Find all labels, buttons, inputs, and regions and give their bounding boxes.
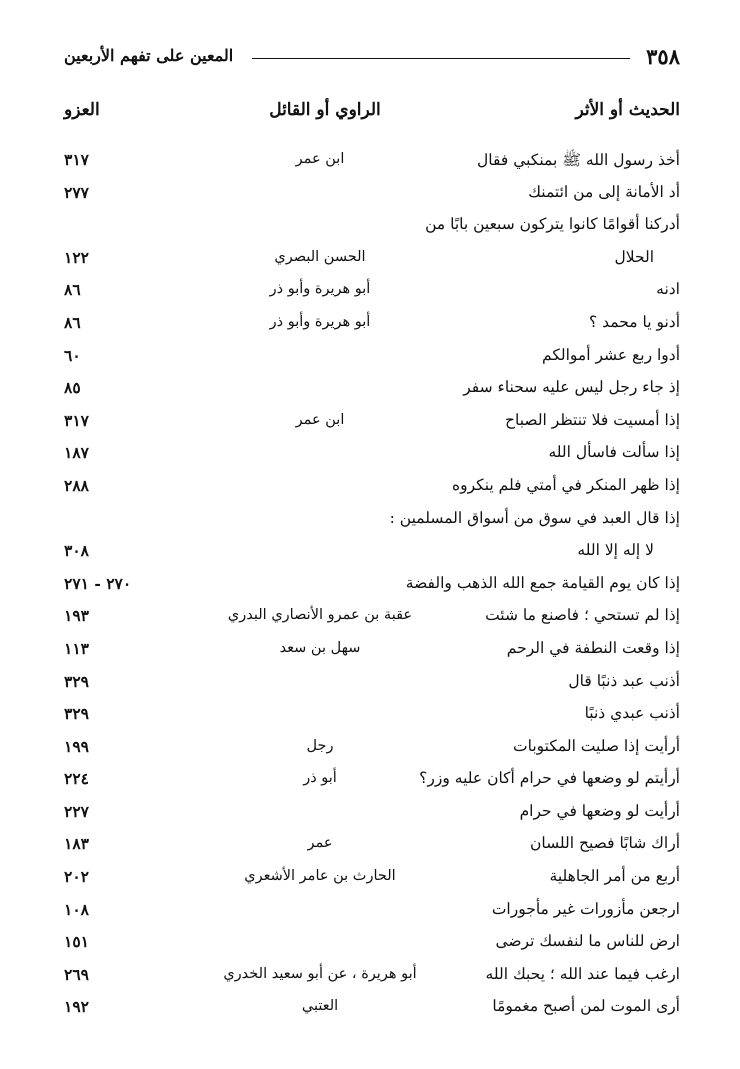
table-row xyxy=(0,179,740,212)
hadith-text: إذا كان يوم القيامة جمع الله الذهب والفضة xyxy=(405,573,680,592)
reference-page: ٢٢٧ xyxy=(64,801,89,821)
hadith-text: ادنه xyxy=(656,280,680,299)
narrator-text: رجل xyxy=(306,737,334,754)
hadith-text: أد الأمانة إلى من ائتمنك xyxy=(528,182,680,201)
reference-page: ١١٣ xyxy=(64,638,89,658)
hadith-text: أدوا ربع عشر أموالكم xyxy=(542,345,680,364)
narrator-text: أبو ذر xyxy=(303,770,337,787)
table-row xyxy=(0,700,740,733)
narrator-text: الحسن البصري xyxy=(274,248,366,265)
narrator-text: عقبة بن عمرو الأنصاري البدري xyxy=(227,607,413,624)
hadith-text: ارجعن مأزورات غير مأجورات xyxy=(491,899,680,918)
table-row xyxy=(0,602,740,635)
reference-page: ٣٠٨ xyxy=(64,541,89,561)
hadith-text: إذا وقعت النطفة في الرحم xyxy=(506,638,680,657)
hadith-text: أرأيت لو وضعها في حرام xyxy=(519,801,680,820)
reference-page: ٢٦٩ xyxy=(64,964,89,984)
reference-page: ١٨٧ xyxy=(64,443,89,463)
page-number: ٣٥٨ xyxy=(646,44,680,69)
narrator-text: سهل بن سعد xyxy=(279,639,361,656)
hadith-text: أرأيتم لو وضعها في حرام أكان عليه وزر؟ xyxy=(419,769,680,788)
column-header-narrator: الراوي أو القائل xyxy=(269,100,381,120)
reference-page: ١٩٩ xyxy=(64,736,89,756)
narrator-text: ابن عمر xyxy=(295,411,345,428)
narrator-text: أبو هريرة ، عن أبو سعيد الخدري xyxy=(223,965,417,982)
narrator-text: ابن عمر xyxy=(295,151,345,167)
hadith-text: إذا سألت فاسأل الله xyxy=(548,443,680,462)
reference-page: ٨٦ xyxy=(64,312,81,332)
hadith-text: إذا قال العبد في سوق من أسواق المسلمين : xyxy=(389,508,680,527)
table-row xyxy=(0,765,740,798)
hadith-text: أرأيت إذا صليت المكتوبات xyxy=(513,736,680,755)
index-table xyxy=(0,146,740,1026)
hadith-text: إذا ظهر المنكر في أمتي فلم ينكروه xyxy=(452,475,680,494)
table-row xyxy=(0,276,740,309)
table-row xyxy=(0,668,740,701)
table-row xyxy=(0,505,740,538)
reference-page: ٣٢٩ xyxy=(64,704,89,724)
hadith-text: إذا أمسيت فلا تنتظر الصباح xyxy=(504,410,680,429)
table-row xyxy=(0,961,740,994)
page-header xyxy=(64,42,680,76)
table-row xyxy=(0,733,740,766)
hadith-text: أدركنا أقوامًا كانوا يتركون سبعين بابًا من xyxy=(425,215,680,234)
reference-page: ٣٢٩ xyxy=(64,671,89,691)
header-rule xyxy=(252,58,630,59)
reference-page: ١٩٢ xyxy=(64,997,89,1017)
table-row xyxy=(0,928,740,961)
narrator-text: عمر xyxy=(307,835,333,852)
table-row xyxy=(0,407,740,440)
reference-page: ٣١٧ xyxy=(64,410,89,430)
hadith-text: إذ جاء رجل ليس عليه سحناء سفر xyxy=(463,378,680,397)
reference-page: ٦٠ xyxy=(64,345,81,365)
column-header-reference: العزو xyxy=(64,100,100,120)
hadith-text: ارض للناس ما لنفسك ترضى xyxy=(495,932,680,951)
book-title: المعين على تفهم الأربعين xyxy=(64,46,234,65)
table-row xyxy=(0,537,740,570)
reference-page: ٢٢٤ xyxy=(64,769,89,789)
table-row xyxy=(0,211,740,244)
reference-page: ١٩٣ xyxy=(64,606,89,626)
hadith-text: إذا لم تستحي ؛ فاصنع ما شئت xyxy=(485,606,680,625)
reference-page: ٢٧٧ xyxy=(64,182,89,202)
table-row xyxy=(0,374,740,407)
table-row xyxy=(0,146,740,179)
table-row xyxy=(0,635,740,668)
table-row xyxy=(0,570,740,603)
table-row xyxy=(0,342,740,375)
hadith-text: أراك شابًا فصيح اللسان xyxy=(529,834,680,853)
table-row xyxy=(0,993,740,1026)
hadith-text: لا إله إلا الله xyxy=(577,541,654,560)
hadith-text: أخذ رسول الله ﷺ بمنكبي فقال xyxy=(477,151,680,169)
reference-page: ٣١٧ xyxy=(64,150,89,169)
hadith-text: أدنو يا محمد ؟ xyxy=(589,312,680,331)
table-row xyxy=(0,798,740,831)
hadith-text: أذنب عبدي ذنبًا xyxy=(584,704,680,723)
table-row xyxy=(0,863,740,896)
hadith-text: أربع من أمر الجاهلية xyxy=(549,867,680,886)
hadith-text: ارغب فيما عند الله ؛ يحبك الله xyxy=(485,964,680,983)
reference-page: ١٥١ xyxy=(64,932,89,952)
table-row xyxy=(0,472,740,505)
hadith-text: الحلال xyxy=(614,247,654,266)
reference-page: ٢٧٠ - ٢٧١ xyxy=(64,573,132,593)
narrator-text: الحارث بن عامر الأشعري xyxy=(244,868,396,885)
hadith-text: أذنب عبد ذنبًا قال xyxy=(568,671,680,690)
hadith-text: أرى الموت لمن أصبح مغمومًا xyxy=(492,997,680,1016)
reference-page: ٢٠٢ xyxy=(64,867,89,887)
reference-page: ٢٨٨ xyxy=(64,475,89,495)
table-row xyxy=(0,896,740,929)
reference-page: ٨٥ xyxy=(64,378,81,398)
reference-page: ٨٦ xyxy=(64,280,81,300)
narrator-text: أبو هريرة وأبو ذر xyxy=(269,281,371,298)
table-row xyxy=(0,244,740,277)
table-row xyxy=(0,830,740,863)
narrator-text: أبو هريرة وأبو ذر xyxy=(269,313,371,330)
reference-page: ١٠٨ xyxy=(64,899,89,919)
table-row xyxy=(0,309,740,342)
column-header-hadith: الحديث أو الأثر xyxy=(575,100,680,120)
reference-page: ١٨٣ xyxy=(64,834,89,854)
table-row xyxy=(0,439,740,472)
reference-page: ١٢٢ xyxy=(64,247,89,267)
narrator-text: العتبي xyxy=(301,998,339,1015)
